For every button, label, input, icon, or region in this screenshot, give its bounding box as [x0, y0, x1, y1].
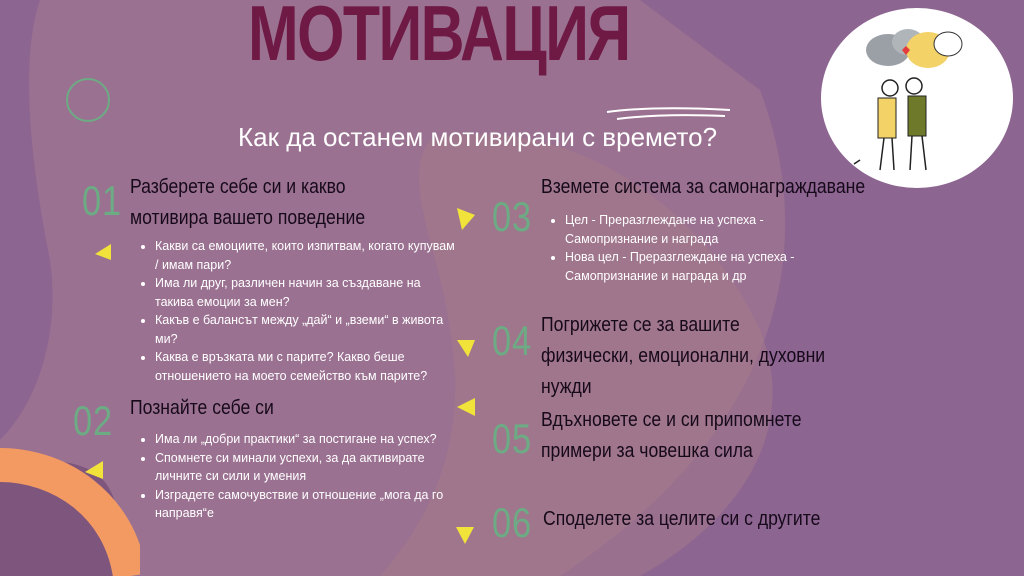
section-heading: Погрижете се за вашите физически, емоционални, духовни нужди — [541, 314, 826, 398]
bullet-item: • Нова цел - Преразглеждане на успеха - Самопризнание и награда и др — [565, 248, 855, 285]
section-bullets — [133, 237, 455, 385]
yellow-triangle-decoration — [455, 525, 475, 545]
yellow-triangle-decoration — [94, 243, 112, 261]
yellow-triangle-decoration — [456, 207, 476, 231]
section-number: 04 — [492, 317, 532, 364]
section-heading: Споделете за целите си с другите — [543, 508, 821, 530]
bullet-item: • Цел - Преразглеждане на успеха - Самопризнание и награда — [565, 211, 855, 248]
section-heading: Познайте себе си — [130, 397, 274, 419]
scribble-decoration — [605, 104, 735, 124]
people-hug-illustration — [850, 20, 990, 180]
yellow-triangle-decoration — [456, 338, 476, 358]
ring-decoration — [64, 76, 112, 124]
section-heading: Разберете себе си и какво мотивира вашето поведение — [130, 176, 366, 229]
section-heading: Вземете система за самонаграждаване — [541, 176, 866, 198]
bullet-item: • Каква е връзката ми с парите? Какво беше отношението на моето семейство към парите? — [155, 348, 455, 385]
bullet-item: • Има ли „добри практики“ за постигане на успех? — [155, 430, 455, 449]
section-number: 02 — [73, 397, 113, 444]
orange-arc-decoration — [0, 445, 140, 576]
section-bullets — [133, 430, 455, 523]
section-number: 06 — [492, 499, 532, 546]
bullet-item: • Какъв е балансът между „дай“ и „вземи“ в живота ми? — [155, 311, 455, 348]
page-title: МОТИВАЦИЯ — [248, 0, 630, 77]
bullet-item: • Има ли друг, различен начин за създаване на такива емоции за мен? — [155, 274, 455, 311]
page-subtitle: Как да останем мотивирани с времето? — [238, 122, 718, 152]
section-number: 05 — [492, 415, 532, 462]
bullet-item: • Изградете самочувствие и отношение „мога да го направя“е — [155, 486, 455, 523]
bullet-item: • Спомнете си минали успехи, за да активирате личните си сили и умения — [155, 449, 455, 486]
yellow-triangle-decoration — [84, 460, 104, 480]
section-number: 03 — [492, 193, 532, 240]
section-bullets — [543, 211, 855, 285]
bullet-item: • Какви са емоциите, които изпитвам, когато купувам / имам пари? — [155, 237, 455, 274]
section-number: 01 — [82, 177, 122, 224]
section-heading: Вдъхновете се и си припомнете примери за човешка сила — [541, 409, 802, 462]
yellow-triangle-decoration — [456, 397, 476, 417]
